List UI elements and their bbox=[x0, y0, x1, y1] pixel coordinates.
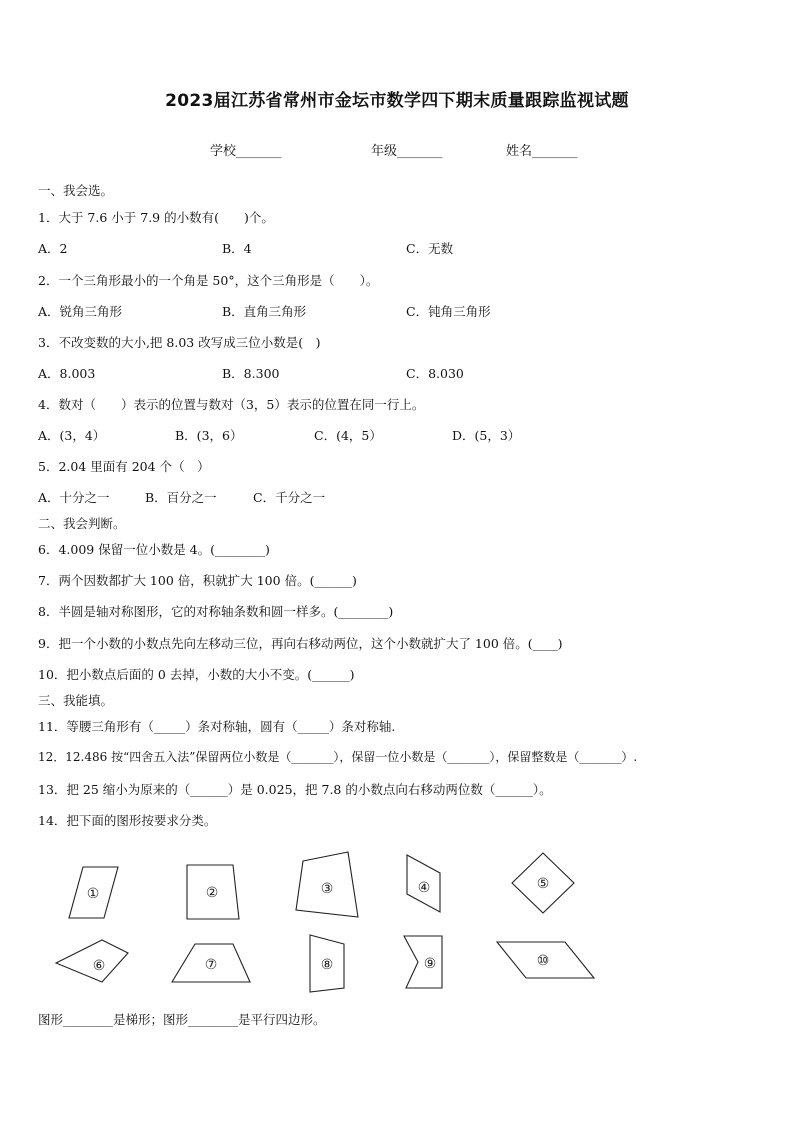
question-7: 7．两个因数都扩大 100 倍，积就扩大 100 倍。(______) bbox=[38, 573, 357, 588]
question-11: 11．等腰三角形有（_____）条对称轴，圆有（_____）条对称轴. bbox=[38, 719, 396, 734]
question-4: 4．数对（ ）表示的位置与数对（3，5）表示的位置在同一行上。 bbox=[38, 397, 425, 412]
question-9: 9．把一个小数的小数点先向左移动三位，再向右移动两位，这个小数就扩大了 100 倍。(____) bbox=[38, 636, 563, 651]
q14-answer-line: 图形________是梯形；图形________是平行四边形。 bbox=[38, 1012, 326, 1027]
q5-option-b: B．百分之一 bbox=[145, 490, 217, 505]
section1-heading: 一、我会选。 bbox=[38, 183, 114, 198]
shape-label-6: ⑥ bbox=[92, 958, 106, 974]
question-14: 14．把下面的图形按要求分类。 bbox=[38, 813, 217, 828]
name-field-label: 姓名_______ bbox=[506, 144, 578, 159]
q5-option-a: A．十分之一 bbox=[38, 490, 110, 505]
shapes-figure bbox=[0, 840, 794, 1000]
q4-option-a: A．(3，4） bbox=[38, 428, 106, 443]
q3-option-a: A．8.003 bbox=[38, 366, 96, 381]
shape-label-1: ① bbox=[86, 886, 100, 902]
question-5: 5．2.04 里面有 204 个（ ） bbox=[38, 459, 210, 474]
question-2: 2．一个三角形最小的一个角是 50°，这个三角形是（ ）。 bbox=[38, 273, 379, 288]
question-13: 13．把 25 缩小为原来的（______）是 0.025，把 7.8 的小数点向右移动两位数（______）。 bbox=[38, 782, 552, 797]
grade-field-label: 年级_______ bbox=[371, 144, 443, 159]
q4-option-b: B．(3，6） bbox=[175, 428, 243, 443]
shape-label-10: ⑩ bbox=[536, 953, 550, 969]
question-10: 10．把小数点后面的 0 去掉，小数的大小不变。(______) bbox=[38, 667, 355, 682]
q4-option-d: D．(5，3） bbox=[452, 428, 521, 443]
question-3: 3．不改变数的大小,把 8.03 改写成三位小数是( ) bbox=[38, 335, 321, 350]
q3-option-b: B．8.300 bbox=[222, 366, 280, 381]
q4-option-c: C．(4，5） bbox=[314, 428, 382, 443]
question-8: 8．半圆是轴对称图形，它的对称轴条数和圆一样多。(________) bbox=[38, 604, 394, 619]
q5-option-c: C．千分之一 bbox=[253, 490, 326, 505]
q2-option-b: B．直角三角形 bbox=[222, 304, 307, 319]
shape-label-9: ⑨ bbox=[423, 956, 437, 972]
q2-option-c: C．钝角三角形 bbox=[406, 304, 491, 319]
q1-option-c: C．无数 bbox=[406, 241, 454, 256]
question-1: 1．大于 7.6 小于 7.9 的小数有( )个。 bbox=[38, 210, 274, 225]
shape-label-8: ⑧ bbox=[320, 957, 334, 973]
shape-label-7: ⑦ bbox=[204, 957, 218, 973]
shape-label-3: ③ bbox=[320, 881, 334, 897]
school-field-label: 学校_______ bbox=[210, 144, 282, 159]
q1-option-b: B．4 bbox=[222, 241, 252, 256]
shape-label-4: ④ bbox=[417, 880, 431, 896]
page-title: 2023届江苏省常州市金坛市数学四下期末质量跟踪监视试题 bbox=[165, 91, 629, 111]
shape-label-5: ⑤ bbox=[536, 876, 550, 892]
q3-option-c: C．8.030 bbox=[406, 366, 464, 381]
question-12: 12．12.486 按“四舍五入法”保留两位小数是（_______），保留一位小数是（_______），保留整数是（_______）. bbox=[38, 750, 638, 764]
section2-heading: 二、我会判断。 bbox=[38, 516, 126, 531]
shape-label-2: ② bbox=[205, 885, 219, 901]
question-6: 6．4.009 保留一位小数是 4。(________) bbox=[38, 542, 270, 557]
section3-heading: 三、我能填。 bbox=[38, 693, 114, 708]
q2-option-a: A．锐角三角形 bbox=[38, 304, 123, 319]
q1-option-a: A．2 bbox=[38, 241, 68, 256]
